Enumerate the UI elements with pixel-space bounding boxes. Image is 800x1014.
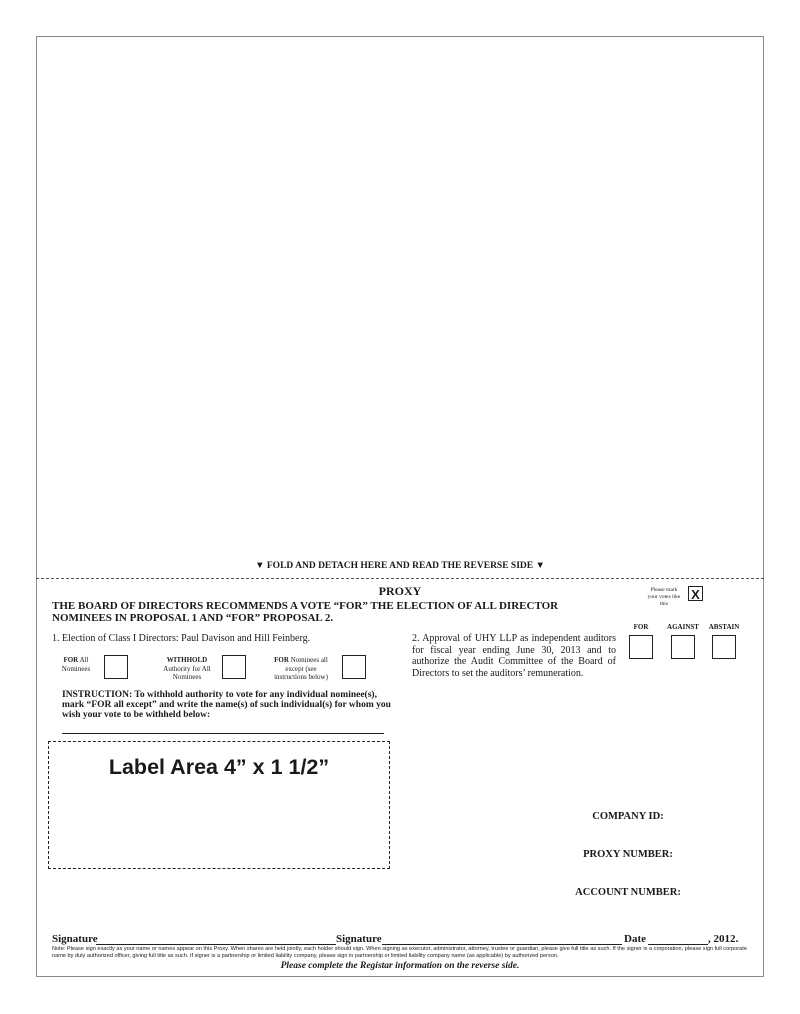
signature-label-1: Signature xyxy=(52,933,98,945)
signature-label-2: Signature xyxy=(336,933,382,945)
withhold-instruction: INSTRUCTION: To withhold authority to vote for any individual nominee(s), mark “FOR all except” and write the name(s) of such individual(s) for whom you wish your vote to be withheld below: xyxy=(62,690,391,720)
signature-line-2[interactable] xyxy=(382,944,622,945)
col-for-label: FOR xyxy=(633,623,649,631)
fold-instruction xyxy=(0,561,800,571)
option-withhold-line3: Nominees xyxy=(172,673,202,681)
option-for-except-line3: instructions below) xyxy=(274,673,328,681)
option-for-except-line2: except (see xyxy=(285,664,317,673)
withhold-checkbox[interactable] xyxy=(222,655,246,679)
proposal2-for-checkbox[interactable] xyxy=(629,635,653,659)
col-against-label: AGAINST xyxy=(667,623,699,631)
proxy-number-label: PROXY NUMBER: xyxy=(583,849,673,860)
option-for-all-rest: All xyxy=(78,656,89,664)
option-for-except-bold: FOR xyxy=(274,656,289,664)
account-number-label: ACCOUNT NUMBER: xyxy=(575,887,681,898)
proxy-title: PROXY xyxy=(378,584,422,598)
for-except-checkbox[interactable] xyxy=(342,655,366,679)
fold-text: FOLD AND DETACH HERE AND READ THE REVERSE SIDE xyxy=(266,561,534,571)
mark-example-box: X xyxy=(688,586,703,601)
proposal2-against-checkbox[interactable] xyxy=(671,635,695,659)
option-for-all-label xyxy=(56,656,96,673)
triangle-down-icon: ▼ xyxy=(255,561,265,571)
for-all-checkbox[interactable] xyxy=(104,655,128,679)
signature-line-1[interactable] xyxy=(96,944,336,945)
withheld-names-line[interactable] xyxy=(62,733,384,734)
mark-hint: Please mark your votes like this xyxy=(647,587,681,607)
triangle-down-icon: ▼ xyxy=(535,561,545,571)
proposal2-abstain-checkbox[interactable] xyxy=(712,635,736,659)
col-abstain-label: ABSTAIN xyxy=(708,623,740,631)
proposal2-text: 2. Approval of UHY LLP as independent auditors for fiscal year ending June 30, 2013 and to authorize the Audit Committee of the Board of Directors to set the auditors’ remuneration. xyxy=(412,633,616,679)
option-withhold-bold: WITHHOLD xyxy=(166,656,208,664)
option-for-all-line2: Nominees xyxy=(61,664,91,673)
option-for-except-rest: Nominees all xyxy=(288,656,328,664)
year-suffix: , 2012. xyxy=(708,933,739,945)
perforation-line xyxy=(36,578,764,579)
option-for-except-label xyxy=(262,656,340,682)
label-area-text: Label Area 4” x 1 1/2” xyxy=(108,755,330,779)
board-recommendation: THE BOARD OF DIRECTORS RECOMMENDS A VOTE “FOR” THE ELECTION OF ALL DIRECTOR NOMINEES IN PROPOSAL 1 AND “FOR” PROPOSAL 2. xyxy=(52,600,559,624)
date-label: Date xyxy=(624,933,646,945)
proposal1-text: 1. Election of Class I Directors: Paul Davison and Hill Feinberg. xyxy=(52,633,311,644)
company-id-label: COMPANY ID: xyxy=(592,811,664,822)
complete-reverse-note: Please complete the Registar information on the reverse side. xyxy=(280,961,520,971)
option-for-all-bold: FOR xyxy=(63,656,79,664)
date-line[interactable] xyxy=(648,944,708,945)
signing-note: Note: Please sign exactly as your name or names appear on this Proxy. When shares are held jointly, each holder should sign. When signing as executor, administrator, attorney, trustee or guardian, please give full title as such. If the signer is a corporation, please sign full corporate name by duly authorized officer, giving full title as such. If signer is a partnership or limited liability company, please sign in partnership or limited liability company name (as applicable) by authorized person. xyxy=(52,946,747,959)
option-withhold-line2: Authority for All xyxy=(163,664,211,673)
option-withhold-label xyxy=(156,656,218,682)
